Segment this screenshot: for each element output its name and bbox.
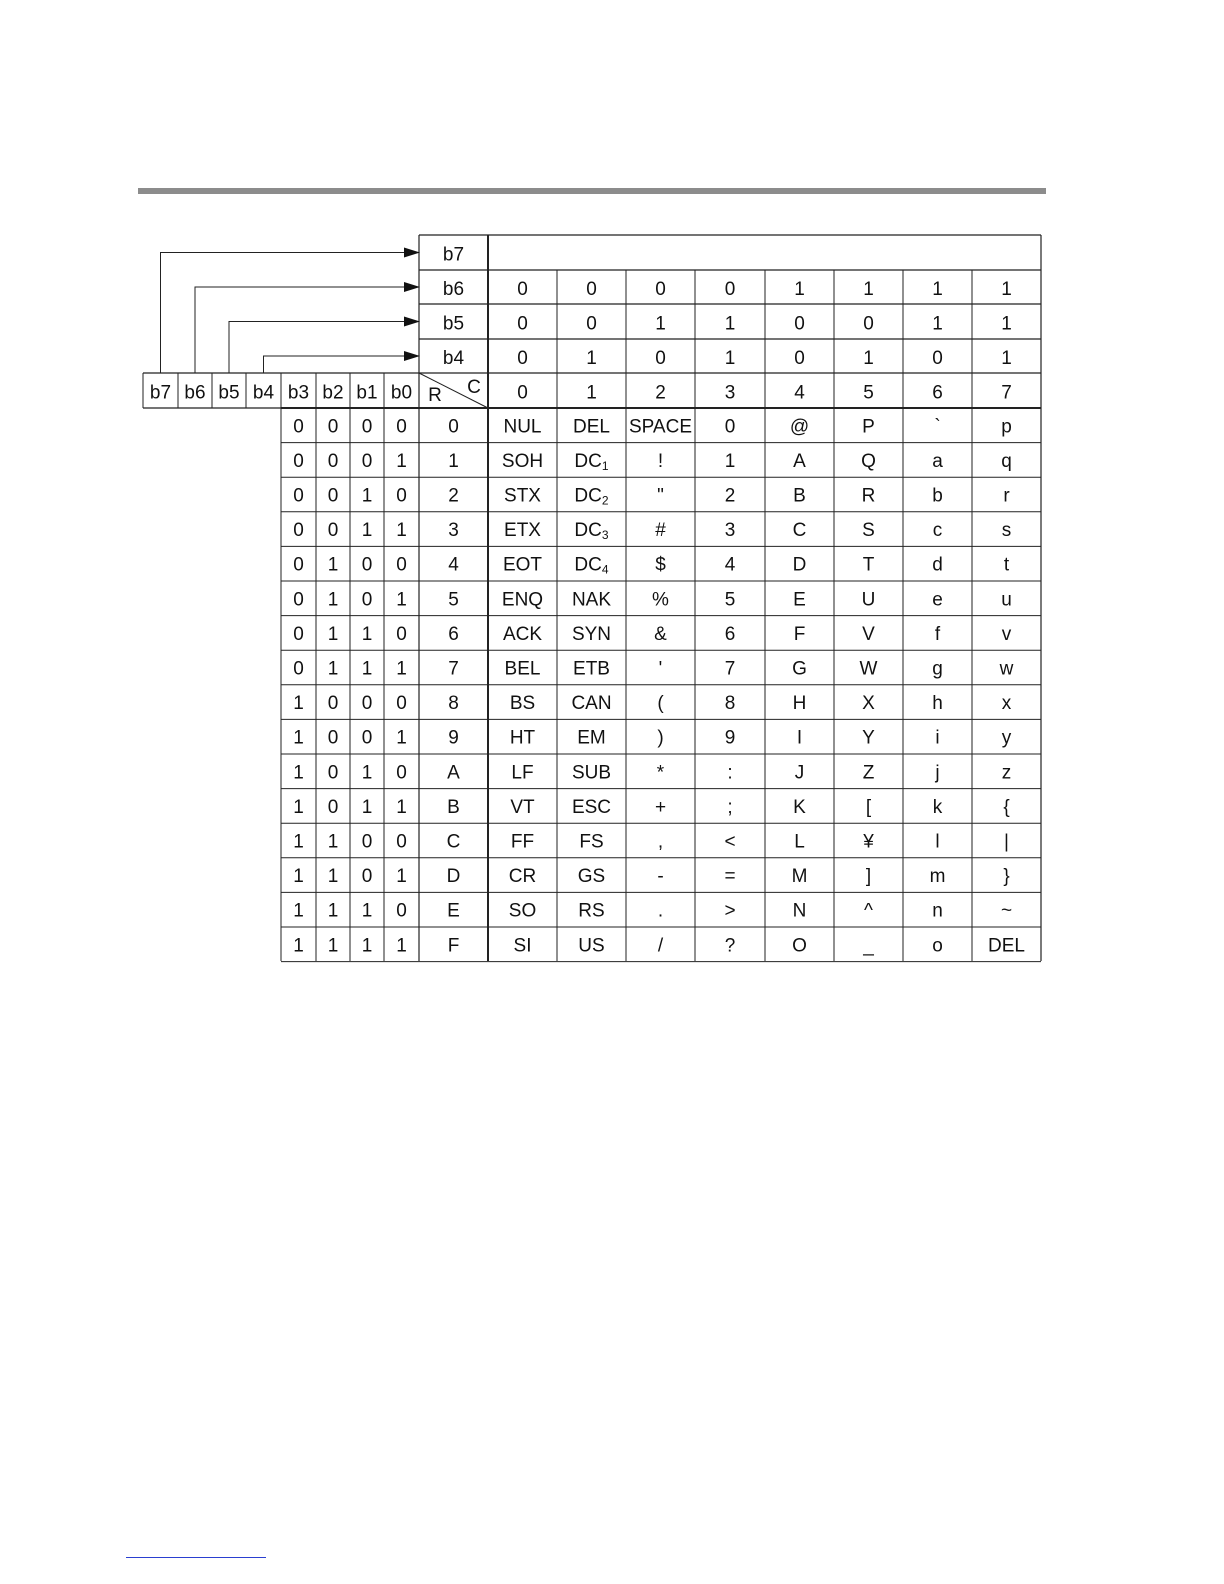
top-bit-label-b7: b7 <box>442 244 465 266</box>
row-bit-b2: 1 <box>327 900 339 922</box>
code-cell: u <box>1001 589 1012 611</box>
row-bit-b0: 1 <box>396 520 407 542</box>
code-cell: N <box>792 900 807 922</box>
code-cell: , <box>657 831 664 853</box>
column-index-5: 5 <box>863 382 874 404</box>
column-index-3: 3 <box>724 382 736 404</box>
top-bit-value-b5: 0 <box>863 313 874 335</box>
code-cell: ENQ <box>501 589 544 611</box>
code-cell: BEL <box>504 658 541 680</box>
code-cell: 7 <box>724 658 736 680</box>
code-cell: SUB <box>571 762 612 784</box>
row-bit-b3: 1 <box>293 935 304 957</box>
code-cell: < <box>724 831 736 853</box>
code-cell: q <box>1001 450 1012 472</box>
code-cell: = <box>724 866 736 888</box>
left-bit-label-b6: b6 <box>184 382 206 404</box>
code-cell: f <box>934 623 941 645</box>
code-cell: G <box>792 658 807 680</box>
corner-col-label: C <box>467 377 481 398</box>
row-bit-b1: 0 <box>361 727 373 749</box>
row-index-D: D <box>446 866 461 888</box>
row-bit-b1: 0 <box>361 554 373 576</box>
code-cell: z <box>1001 762 1012 784</box>
code-cell: DEL <box>573 416 610 438</box>
top-bit-value-b5: 1 <box>655 313 666 335</box>
code-cell: M <box>791 866 808 888</box>
top-bit-value-b4: 1 <box>1001 348 1012 369</box>
code-cell: - <box>657 866 664 888</box>
code-cell: / <box>657 935 664 957</box>
code-cell: l <box>935 831 940 853</box>
row-bit-b1: 0 <box>361 589 373 611</box>
code-cell: ¥ <box>863 831 874 853</box>
top-bit-value-b4: 1 <box>586 348 597 369</box>
code-cell: F <box>793 623 806 645</box>
row-bit-b1: 1 <box>361 520 373 542</box>
left-bit-label-b0: b0 <box>390 382 413 404</box>
row-bit-b0: 0 <box>396 831 407 853</box>
code-cell: EOT <box>502 554 543 576</box>
row-bit-b2: 0 <box>327 762 339 784</box>
row-bit-b3: 1 <box>293 900 304 922</box>
code-cell: SO <box>508 900 537 922</box>
row-bit-b2: 1 <box>327 831 339 853</box>
code-cell: > <box>724 900 736 922</box>
row-bit-b0: 1 <box>396 589 407 611</box>
code-cell: w <box>999 658 1014 680</box>
code-cell: DC2 <box>574 485 609 508</box>
code-cell: SYN <box>571 623 612 645</box>
code-cell: BS <box>509 693 536 715</box>
top-bit-value-b5: 0 <box>586 313 597 335</box>
code-cell: RS <box>578 900 605 922</box>
row-index-1: 1 <box>448 450 459 472</box>
row-bit-b3: 0 <box>293 554 304 576</box>
code-cell: i <box>935 727 940 749</box>
code-cell: ; <box>727 796 733 818</box>
code-cell: Y <box>862 727 875 749</box>
top-bit-value-b4: 1 <box>724 348 736 369</box>
row-bit-b2: 0 <box>327 416 339 438</box>
row-index-B: B <box>447 796 460 818</box>
top-bit-value-b6: 0 <box>586 279 597 300</box>
left-bit-label-b5: b5 <box>218 382 240 404</box>
code-cell: R <box>861 485 876 507</box>
code-cell: S <box>862 520 875 542</box>
row-bit-b1: 1 <box>361 623 373 645</box>
row-index-C: C <box>446 831 461 853</box>
top-bit-value-b4: 1 <box>863 348 874 369</box>
top-bit-value-b4: 0 <box>655 348 666 369</box>
code-cell: SI <box>513 935 532 957</box>
code-cell: DC3 <box>574 520 609 543</box>
code-cell: " <box>657 485 664 507</box>
code-cell: 4 <box>724 554 736 576</box>
code-cell: B <box>793 485 806 507</box>
row-bit-b0: 0 <box>396 485 407 507</box>
left-bit-label-b7: b7 <box>149 382 172 404</box>
code-cell: FF <box>510 831 535 853</box>
column-index-4: 4 <box>794 382 805 404</box>
code-cell: @ <box>789 416 810 438</box>
code-cell: $ <box>655 554 666 576</box>
row-bit-b2: 0 <box>327 520 339 542</box>
row-bit-b0: 0 <box>396 623 407 645</box>
code-cell: s <box>1001 520 1012 542</box>
footer-link-underline <box>126 1557 266 1558</box>
top-bit-value-b4: 0 <box>794 348 805 369</box>
code-cell: j <box>935 762 940 784</box>
code-cell: GS <box>577 866 606 888</box>
code-cell: o <box>932 935 943 957</box>
top-bit-value-b6: 0 <box>517 279 528 300</box>
row-bit-b2: 0 <box>327 485 339 507</box>
code-cell: ] <box>865 866 872 888</box>
code-cell: { <box>1003 796 1010 818</box>
code-cell: W <box>859 658 878 680</box>
code-cell: c <box>932 520 943 542</box>
row-bit-b3: 0 <box>293 589 304 611</box>
row-bit-b2: 1 <box>327 554 339 576</box>
row-index-F: F <box>447 935 460 957</box>
code-cell: 1 <box>724 450 736 472</box>
code-cell: g <box>932 658 943 680</box>
row-bit-b3: 1 <box>293 796 304 818</box>
code-cell: VT <box>510 796 535 818</box>
code-cell: h <box>932 693 943 715</box>
top-bit-value-b4: 0 <box>932 348 943 369</box>
code-cell: e <box>932 589 943 611</box>
code-cell: DC1 <box>574 450 609 473</box>
code-cell: EM <box>577 727 606 749</box>
code-cell: % <box>652 589 669 611</box>
row-bit-b2: 0 <box>327 450 339 472</box>
row-bit-b1: 1 <box>361 935 373 957</box>
code-cell: K <box>793 796 806 818</box>
row-index-5: 5 <box>448 589 459 611</box>
code-cell: Q <box>861 450 876 472</box>
row-bit-b3: 0 <box>293 623 304 645</box>
top-bit-value-b6: 1 <box>1001 279 1012 300</box>
code-cell: + <box>654 796 667 818</box>
row-bit-b3: 1 <box>293 762 304 784</box>
code-cell: & <box>654 623 667 645</box>
code-cell: L <box>794 831 805 853</box>
row-bit-b0: 1 <box>396 727 407 749</box>
code-cell: 5 <box>724 589 736 611</box>
top-bit-value-b6: 1 <box>932 279 943 300</box>
row-bit-b2: 1 <box>327 866 339 888</box>
row-bit-b1: 0 <box>361 450 373 472</box>
code-cell: ^ <box>864 900 873 922</box>
top-bit-value-b5: 1 <box>724 313 736 335</box>
bit-arrows <box>161 253 420 374</box>
code-cell: T <box>862 554 875 576</box>
code-cell: : <box>727 762 733 784</box>
code-cell: m <box>929 866 946 888</box>
row-bit-b3: 0 <box>293 416 304 438</box>
code-cell: ) <box>657 727 664 749</box>
row-index-0: 0 <box>448 416 459 438</box>
left-bit-label-b4: b4 <box>252 382 275 404</box>
row-index-9: 9 <box>448 727 459 749</box>
code-cell: d <box>932 554 943 576</box>
row-index-2: 2 <box>448 485 459 507</box>
row-bit-b2: 1 <box>327 935 339 957</box>
code-cell: CAN <box>571 693 612 715</box>
code-cell: b <box>932 485 943 507</box>
row-index-8: 8 <box>448 693 459 715</box>
code-cell: ETX <box>504 520 541 542</box>
row-bit-b0: 1 <box>396 658 407 680</box>
code-cell: V <box>862 623 875 645</box>
code-cell: a <box>932 450 943 472</box>
row-bit-b1: 0 <box>361 416 373 438</box>
code-cell: LF <box>511 762 534 784</box>
bit-arrow-b5 <box>229 322 419 374</box>
code-cell: HT <box>509 727 536 749</box>
row-index-3: 3 <box>448 520 459 542</box>
row-bit-b2: 1 <box>327 589 339 611</box>
code-cell: D <box>792 554 807 576</box>
row-bit-b1: 0 <box>361 831 373 853</box>
code-cell: X <box>862 693 875 715</box>
row-bit-b0: 1 <box>396 450 407 472</box>
column-index-1: 1 <box>586 382 597 404</box>
row-bit-b1: 1 <box>361 658 373 680</box>
row-index-E: E <box>447 900 460 922</box>
row-bit-b1: 1 <box>361 900 373 922</box>
code-cell: ~ <box>1000 900 1013 922</box>
code-cell: ! <box>657 450 664 472</box>
top-bit-value-b5: 0 <box>517 313 528 335</box>
row-bit-b3: 1 <box>293 831 304 853</box>
code-cell: C <box>792 520 807 542</box>
code-cell: P <box>862 416 875 438</box>
code-cell: ` <box>934 416 941 438</box>
row-bit-b2: 0 <box>327 796 339 818</box>
code-cell: k <box>932 796 943 818</box>
row-bit-b0: 1 <box>396 866 407 888</box>
row-bit-b3: 0 <box>293 485 304 507</box>
code-cell: DEL <box>988 935 1025 957</box>
code-cell: _ <box>863 935 874 957</box>
code-cell: O <box>792 935 807 957</box>
top-bit-value-b6: 0 <box>724 279 736 300</box>
code-cell: | <box>1004 831 1009 853</box>
row-bit-b0: 1 <box>396 796 407 818</box>
row-index-6: 6 <box>448 623 459 645</box>
code-cell: H <box>792 693 807 715</box>
row-bit-b0: 0 <box>396 416 407 438</box>
column-index-0: 0 <box>517 382 528 404</box>
row-index-A: A <box>447 762 460 784</box>
code-cell: ( <box>657 693 664 715</box>
code-cell: } <box>1003 866 1010 888</box>
top-bit-value-b5: 0 <box>794 313 805 335</box>
row-bit-b0: 0 <box>396 693 407 715</box>
code-cell: US <box>578 935 605 957</box>
corner-row-label: R <box>428 385 442 406</box>
code-cell: [ <box>865 796 872 818</box>
bit-arrow-b7 <box>161 253 420 374</box>
code-cell: . <box>657 900 664 922</box>
row-bit-b0: 0 <box>396 900 407 922</box>
code-cell: SPACE <box>628 416 693 438</box>
code-cell: 0 <box>724 416 736 438</box>
code-cell: y <box>1001 727 1012 749</box>
row-bit-b3: 0 <box>293 450 304 472</box>
code-cell: 8 <box>724 693 736 715</box>
code-cell: FS <box>579 831 604 853</box>
code-cell: Z <box>862 762 875 784</box>
top-bit-label-b4: b4 <box>442 348 465 369</box>
top-bit-label-b6: b6 <box>442 279 465 300</box>
code-cell: I <box>796 727 803 749</box>
code-cell: E <box>793 589 806 611</box>
code-cell: DC4 <box>574 554 609 577</box>
code-cell: CR <box>508 866 537 888</box>
code-cell: 9 <box>724 727 736 749</box>
row-bit-b0: 0 <box>396 554 407 576</box>
code-cell: 2 <box>724 485 736 507</box>
column-index-2: 2 <box>655 382 666 404</box>
code-cell: 3 <box>724 520 736 542</box>
top-bit-value-b5: 1 <box>1001 313 1012 335</box>
bit-arrow-b4 <box>264 356 420 373</box>
row-bit-b3: 1 <box>293 727 304 749</box>
row-bit-b2: 0 <box>327 693 339 715</box>
code-cell: SOH <box>501 450 544 472</box>
code-cell: ACK <box>502 623 543 645</box>
top-bit-label-b5: b5 <box>442 313 465 335</box>
row-bit-b3: 0 <box>293 520 304 542</box>
code-cell: U <box>861 589 876 611</box>
code-cell: v <box>1001 623 1012 645</box>
column-index-6: 6 <box>932 382 943 404</box>
row-bit-b3: 1 <box>293 866 304 888</box>
column-index-7: 7 <box>1001 382 1012 404</box>
row-bit-b1: 1 <box>361 762 373 784</box>
code-cell: STX <box>504 485 541 507</box>
code-cell: * <box>656 762 665 784</box>
code-cell: J <box>794 762 805 784</box>
code-cell: NUL <box>503 416 542 438</box>
top-bit-value-b6: 1 <box>794 279 805 300</box>
code-cell: t <box>1003 554 1010 576</box>
code-cell: ' <box>658 658 663 680</box>
code-cell: ETB <box>573 658 610 680</box>
code-cell: r <box>1003 485 1010 507</box>
row-index-7: 7 <box>448 658 459 680</box>
row-bit-b2: 1 <box>327 658 339 680</box>
code-cell: # <box>655 520 666 542</box>
row-bit-b1: 0 <box>361 866 373 888</box>
left-bit-label-b1: b1 <box>356 382 378 404</box>
top-bit-value-b6: 0 <box>655 279 666 300</box>
code-cell: n <box>932 900 943 922</box>
left-bit-label-b2: b2 <box>322 382 344 404</box>
row-bit-b0: 0 <box>396 762 407 784</box>
row-bit-b0: 1 <box>396 935 407 957</box>
row-bit-b2: 0 <box>327 727 339 749</box>
code-cell: A <box>793 450 806 472</box>
code-cell: 6 <box>724 623 736 645</box>
code-cell: x <box>1001 693 1012 715</box>
code-cell: ? <box>724 935 736 957</box>
left-bit-label-b3: b3 <box>287 382 310 404</box>
row-bit-b1: 1 <box>361 485 373 507</box>
top-bit-value-b5: 1 <box>932 313 943 335</box>
code-cell: NAK <box>571 589 612 611</box>
row-bit-b2: 1 <box>327 623 339 645</box>
row-bit-b1: 0 <box>361 693 373 715</box>
code-cell: p <box>1001 416 1012 438</box>
row-bit-b3: 0 <box>293 658 304 680</box>
row-bit-b3: 1 <box>293 693 304 715</box>
top-bit-value-b6: 1 <box>863 279 874 300</box>
row-index-4: 4 <box>448 554 459 576</box>
top-bit-value-b4: 0 <box>517 348 528 369</box>
code-cell: ESC <box>571 796 612 818</box>
row-bit-b1: 1 <box>361 796 373 818</box>
